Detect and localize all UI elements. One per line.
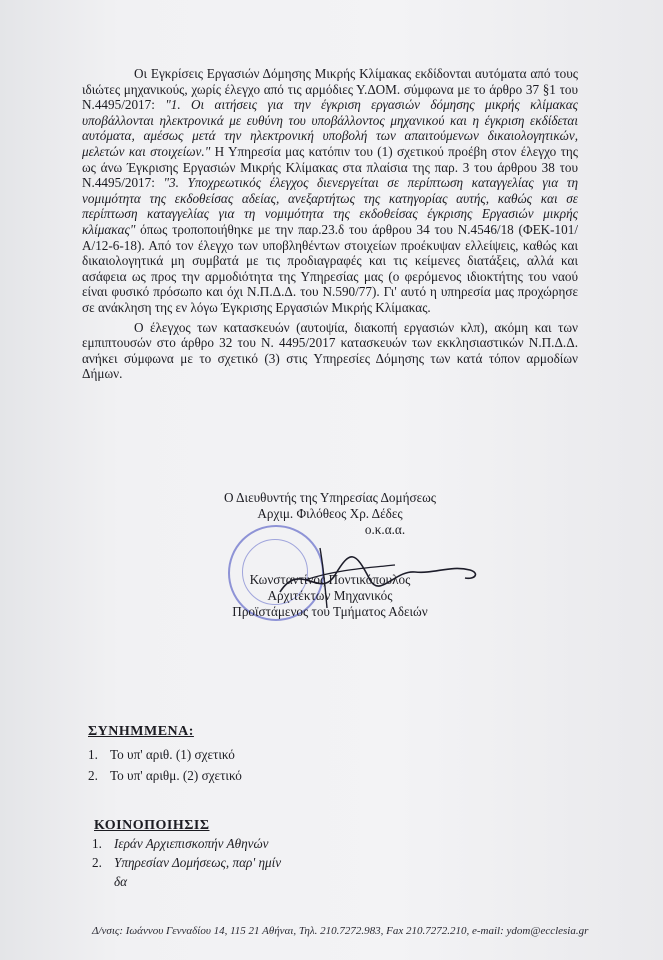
list-item-text: Το υπ' αριθ. (1) σχετικό [110,747,235,762]
on-behalf-label: ο.κ.α.α. [364,522,406,537]
paragraph-1-middle: Η Υπηρεσία μας κατόπιν του (1) σχετικού προέβη στον έλεγχο της ως άνω Έγκρισης Εργασιών Μικρής Κλίμακας στα πλαίσια της παρ. 3 του άρθρου 38 του Ν.4495/2017: [82,143,578,191]
paragraph-1-conclusion: όπως τροποποιήθηκε με την παρ.23.δ του άρθρου 34 του Ν.4546/18 (ΦΕΚ-101/Α/12-6-18). Από τον έλεγχο των υποβληθέντων στοιχείων προέκυψαν ελλείψεις, καθώς και δικαιολογητικά μη συμβατά με τις προδιαγραφές και τις κείμενες διατάξεις, αλλά και ασάφεια ως προς την αρμοδιότητα της Υπηρεσίας μας (ο φερόμενος ιδιοκτήτης του ναού είναι φυσικό πρόσωπο και όχι Ν.Π.Δ.Δ. του Ν.590/77). Γι' αυτό η υπηρεσία μας προχώρησε σε ανάκληση της εν λόγω Έγκρισης Εργασιών Μικρής Κλίμακας. [82,221,578,315]
quote-article-37: "1. Οι αιτήσεις για την έγκριση εργασιών δόμησης μικρής κλίμακας υποβάλλονται ηλεκτρονικά με ευθύνη του υποβάλλοντος μηχανικού και η έγκριση εκδίδεται αυτόματα, αμέσως μετά την ηλεκτρονική υποβολή των απαιτούμενων δικαιολογητικών, μελετών και στοιχείων." [82,97,578,159]
paragraph-1-intro: Οι Εγκρίσεις Εργασιών Δόμησης Μικρής Κλίμακας εκδίδονται αυτόματα από τους ιδιώτες μηχανικούς, χωρίς έλεγχο από τις αρμόδιες Υ.ΔΟΜ. σύμφωνα με το άρθρο 37 §1 του Ν.4495/2017: [82,66,578,113]
list-item-number: 2. [92,855,102,870]
list-item-trailing: δα [114,874,128,889]
signature-gap [190,538,470,572]
signature-block [190,490,470,620]
paragraph-1 [82,66,578,316]
list-item-text: Υπηρεσίαν Δομήσεως, παρ' ημίν [114,855,282,870]
list-item [92,853,281,872]
signer-role: Αρχιτέκτων Μηχανικός [267,588,393,603]
document-body [82,66,578,382]
list-item-number: 1. [88,747,98,762]
list-item-text: Το υπ' αριθμ. (2) σχετικό [110,768,242,783]
signer-name: Κωνσταντίνος Ποντικόπουλος [249,572,411,587]
quote-article-38: "3. Υποχρεωτικός έλεγχος διενεργείται σε περίπτωση καταγγελίας για τη νομιμότητα της εκδοθείσας αδείας, ανεξαρτήτως της κατηγορίας αυτής, καθώς και σε περίπτωση καταγγελίας για τη νομιμότητα της εκδοθείσας έγκρισης Εργασιών μικρής κλίμακας" [82,175,578,237]
list-item [88,744,242,765]
signer-position: Προϊστάμενος του Τμήματος Αδειών [232,604,428,619]
attachments-list [88,744,242,786]
notifications-list [92,834,281,891]
director-name: Αρχιμ. Φιλόθεος Χρ. Δέδες [257,506,403,521]
list-item [88,765,242,786]
list-item-number: 2. [88,768,98,783]
address-footer: Δ/νσις: Ιωάννου Γενναδίου 14, 115 21 Αθήναι, Τηλ. 210.7272.983, Fax 210.7272.210, e-mail: ydom@ecclesia.gr [92,925,589,937]
director-title: Ο Διευθυντής της Υπηρεσίας Δομήσεως [223,490,437,505]
paragraph-2: Ο έλεγχος των κατασκευών (αυτοψία, διακοπή εργασιών κλπ), ακόμη και των εμπιπτουσών στο άρθρο 32 του Ν. 4495/2017 κατασκευών των εκκλησιαστικών Ν.Π.Δ.Δ. ανήκει σύμφωνα με το σχετικό (3) στις Υπηρεσίες Δόμησης των κατά τόπον αρμοδίων Δήμων. [82,319,578,382]
list-item-number: 1. [92,836,102,851]
list-item [92,834,281,853]
list-item-text: Ιεράν Αρχιεπισκοπήν Αθηνών [114,836,269,851]
list-item [92,872,281,891]
notifications-title: ΚΟΙΝΟΠΟΙΗΣΙΣ [94,818,210,833]
attachments-title: ΣΥΝΗΜΜΕΝΑ: [88,724,194,739]
